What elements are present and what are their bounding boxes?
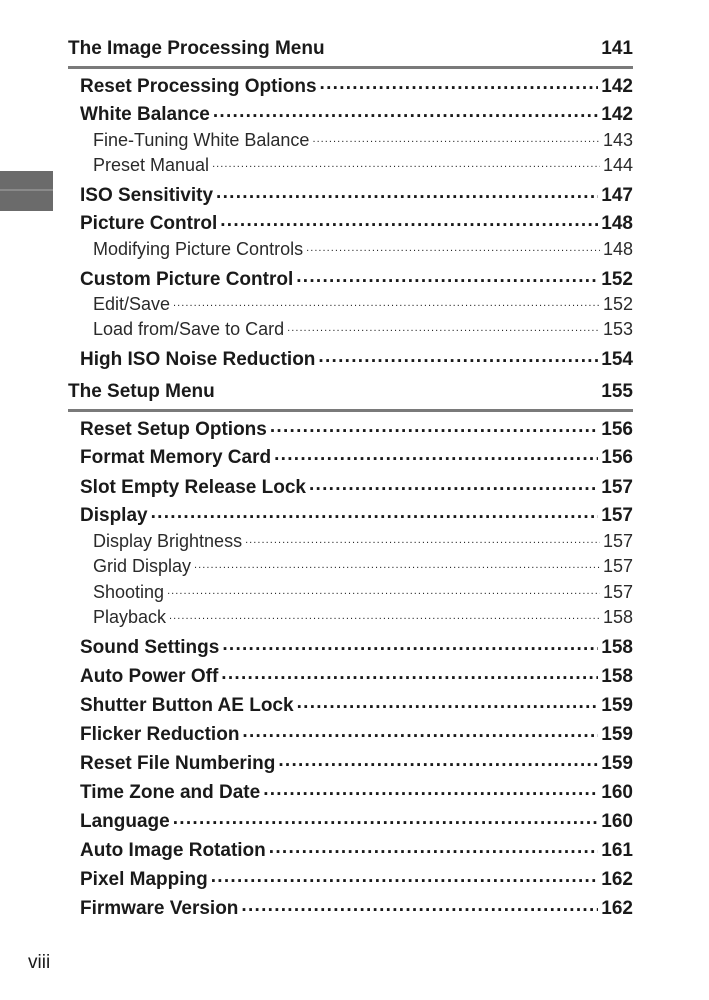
entry-label: Flicker Reduction: [80, 724, 240, 745]
dot-leader: [222, 634, 598, 653]
toc-entry-preset-manual[interactable]: [93, 153, 633, 177]
entry-label: Pixel Mapping: [80, 869, 208, 890]
dot-leader: [242, 721, 598, 740]
page-number-footer: viii: [28, 952, 51, 973]
entry-label: Reset Setup Options: [80, 419, 267, 440]
entry-page-number: 154: [601, 349, 633, 370]
entry-page-number: 152: [601, 269, 633, 290]
dot-leader: [221, 663, 598, 682]
entry-label: Firmware Version: [80, 898, 239, 919]
toc-entry-reset-setup-options[interactable]: [80, 416, 633, 442]
dot-leader: [151, 502, 599, 521]
toc-entry-modifying-picture-controls[interactable]: [93, 237, 633, 261]
entry-page-number: 153: [602, 319, 633, 339]
entry-page-number: 157: [602, 556, 633, 576]
entry-label: Display Brightness: [93, 531, 243, 551]
entry-page-number: 160: [601, 811, 633, 832]
dot-leader: [245, 529, 600, 547]
toc-entry-flicker-reduction[interactable]: [80, 721, 633, 747]
entry-page-number: 148: [601, 213, 633, 234]
entry-label: Shooting: [93, 582, 165, 602]
section-title: The Image Processing Menu: [68, 38, 325, 59]
entry-page-number: 148: [602, 239, 633, 259]
toc-entry-time-zone-and-date[interactable]: [80, 779, 633, 805]
toc-entry-auto-power-off[interactable]: [80, 663, 633, 689]
entry-label: Display: [80, 505, 148, 526]
toc-entry-display-brightness[interactable]: [93, 529, 633, 553]
dot-leader: [213, 101, 598, 120]
dot-leader: [211, 866, 599, 885]
toc-entry-auto-image-rotation[interactable]: [80, 837, 633, 863]
entry-label: White Balance: [80, 104, 210, 125]
entry-label: ISO Sensitivity: [80, 185, 214, 206]
dot-leader: [220, 210, 598, 229]
entry-page-number: 159: [601, 724, 633, 745]
dot-leader: [297, 692, 599, 711]
dot-leader: [296, 266, 598, 285]
entry-label: Sound Settings: [80, 637, 220, 658]
dot-leader: [306, 237, 600, 255]
entry-page-number: 144: [602, 155, 633, 175]
entry-label: Fine-Tuning White Balance: [93, 130, 310, 150]
entry-label: Reset File Numbering: [80, 753, 276, 774]
entry-page-number: 152: [602, 294, 633, 314]
entry-page-number: 162: [601, 869, 633, 890]
dot-leader: [212, 153, 600, 171]
entry-label: Auto Image Rotation: [80, 840, 266, 861]
toc-entry-fine-tuning-white-balance[interactable]: [93, 128, 633, 152]
dot-leader: [312, 128, 600, 146]
toc-entry-playback[interactable]: [93, 605, 633, 629]
toc-entry-white-balance[interactable]: [80, 101, 633, 127]
toc-entry-load-save-card[interactable]: [93, 317, 633, 341]
entry-label: Reset Processing Options: [80, 76, 317, 97]
dot-leader: [194, 554, 600, 572]
entry-label: Language: [80, 811, 170, 832]
entry-page-number: 157: [602, 582, 633, 602]
toc-entry-grid-display[interactable]: [93, 554, 633, 578]
dot-leader: [287, 317, 600, 335]
dot-leader: [241, 895, 598, 914]
entry-page-number: 159: [601, 753, 633, 774]
dot-leader: [274, 444, 598, 463]
dot-leader: [278, 750, 598, 769]
entry-page-number: 157: [602, 531, 633, 551]
entry-page-number: 147: [601, 185, 633, 206]
entry-page-number: 157: [601, 477, 633, 498]
entry-label: Custom Picture Control: [80, 269, 294, 290]
entry-page-number: 157: [601, 505, 633, 526]
section-heading-setup-menu[interactable]: [68, 381, 633, 412]
dot-leader: [309, 474, 598, 493]
toc-entry-sound-settings[interactable]: [80, 634, 633, 660]
entry-page-number: 160: [601, 782, 633, 803]
entry-page-number: 159: [601, 695, 633, 716]
entry-label: Preset Manual: [93, 155, 210, 175]
dot-leader: [173, 808, 599, 827]
entry-label: Picture Control: [80, 213, 218, 234]
toc-entry-shutter-button-ae-lock[interactable]: [80, 692, 633, 718]
entry-label: Shutter Button AE Lock: [80, 695, 294, 716]
dot-leader: [216, 182, 598, 201]
dot-leader: [270, 416, 598, 435]
entry-page-number: 142: [601, 76, 633, 97]
toc-entry-pixel-mapping[interactable]: [80, 866, 633, 892]
entry-label: Load from/Save to Card: [93, 319, 285, 339]
dot-leader: [173, 292, 600, 310]
entry-label: Playback: [93, 607, 167, 627]
toc-entry-custom-picture-control[interactable]: [80, 266, 633, 292]
dot-leader: [269, 837, 599, 856]
toc-entry-shooting[interactable]: [93, 580, 633, 604]
entry-page-number: 162: [601, 898, 633, 919]
toc-entry-language[interactable]: [80, 808, 633, 834]
dot-leader: [169, 605, 600, 623]
entry-label: Auto Power Off: [80, 666, 219, 687]
entry-page-number: 158: [602, 607, 633, 627]
toc-entry-high-iso-noise-reduction[interactable]: [80, 346, 633, 372]
toc-entry-firmware-version[interactable]: [80, 895, 633, 921]
dot-leader: [320, 73, 599, 92]
toc-entry-display[interactable]: [80, 502, 633, 528]
section-page-number: 141: [601, 38, 633, 59]
section-page-number: 155: [601, 381, 633, 402]
dot-leader: [318, 346, 598, 365]
entry-label: Modifying Picture Controls: [93, 239, 304, 259]
toc-entry-picture-control[interactable]: [80, 210, 633, 236]
entry-label: Grid Display: [93, 556, 192, 576]
entry-page-number: 161: [601, 840, 633, 861]
entry-page-number: 156: [601, 419, 633, 440]
toc-entry-slot-empty-release-lock[interactable]: [80, 474, 633, 500]
toc-entry-format-memory-card[interactable]: [80, 444, 633, 470]
entry-label: Edit/Save: [93, 294, 171, 314]
entry-page-number: 142: [601, 104, 633, 125]
toc-entry-edit-save[interactable]: [93, 292, 633, 316]
toc-entry-reset-file-numbering[interactable]: [80, 750, 633, 776]
section-heading-image-processing[interactable]: [68, 38, 633, 69]
entry-page-number: 158: [601, 637, 633, 658]
entry-label: Slot Empty Release Lock: [80, 477, 306, 498]
entry-label: Format Memory Card: [80, 447, 272, 468]
dot-leader: [167, 580, 600, 598]
toc-entry-iso-sensitivity[interactable]: [80, 182, 633, 208]
section-title: The Setup Menu: [68, 381, 215, 402]
entry-label: Time Zone and Date: [80, 782, 261, 803]
chapter-tab-marker: [0, 171, 53, 211]
entry-label: High ISO Noise Reduction: [80, 349, 316, 370]
entry-page-number: 143: [602, 130, 633, 150]
toc-entry-reset-processing-options[interactable]: [80, 73, 633, 99]
dot-leader: [263, 779, 598, 798]
entry-page-number: 158: [601, 666, 633, 687]
entry-page-number: 156: [601, 447, 633, 468]
